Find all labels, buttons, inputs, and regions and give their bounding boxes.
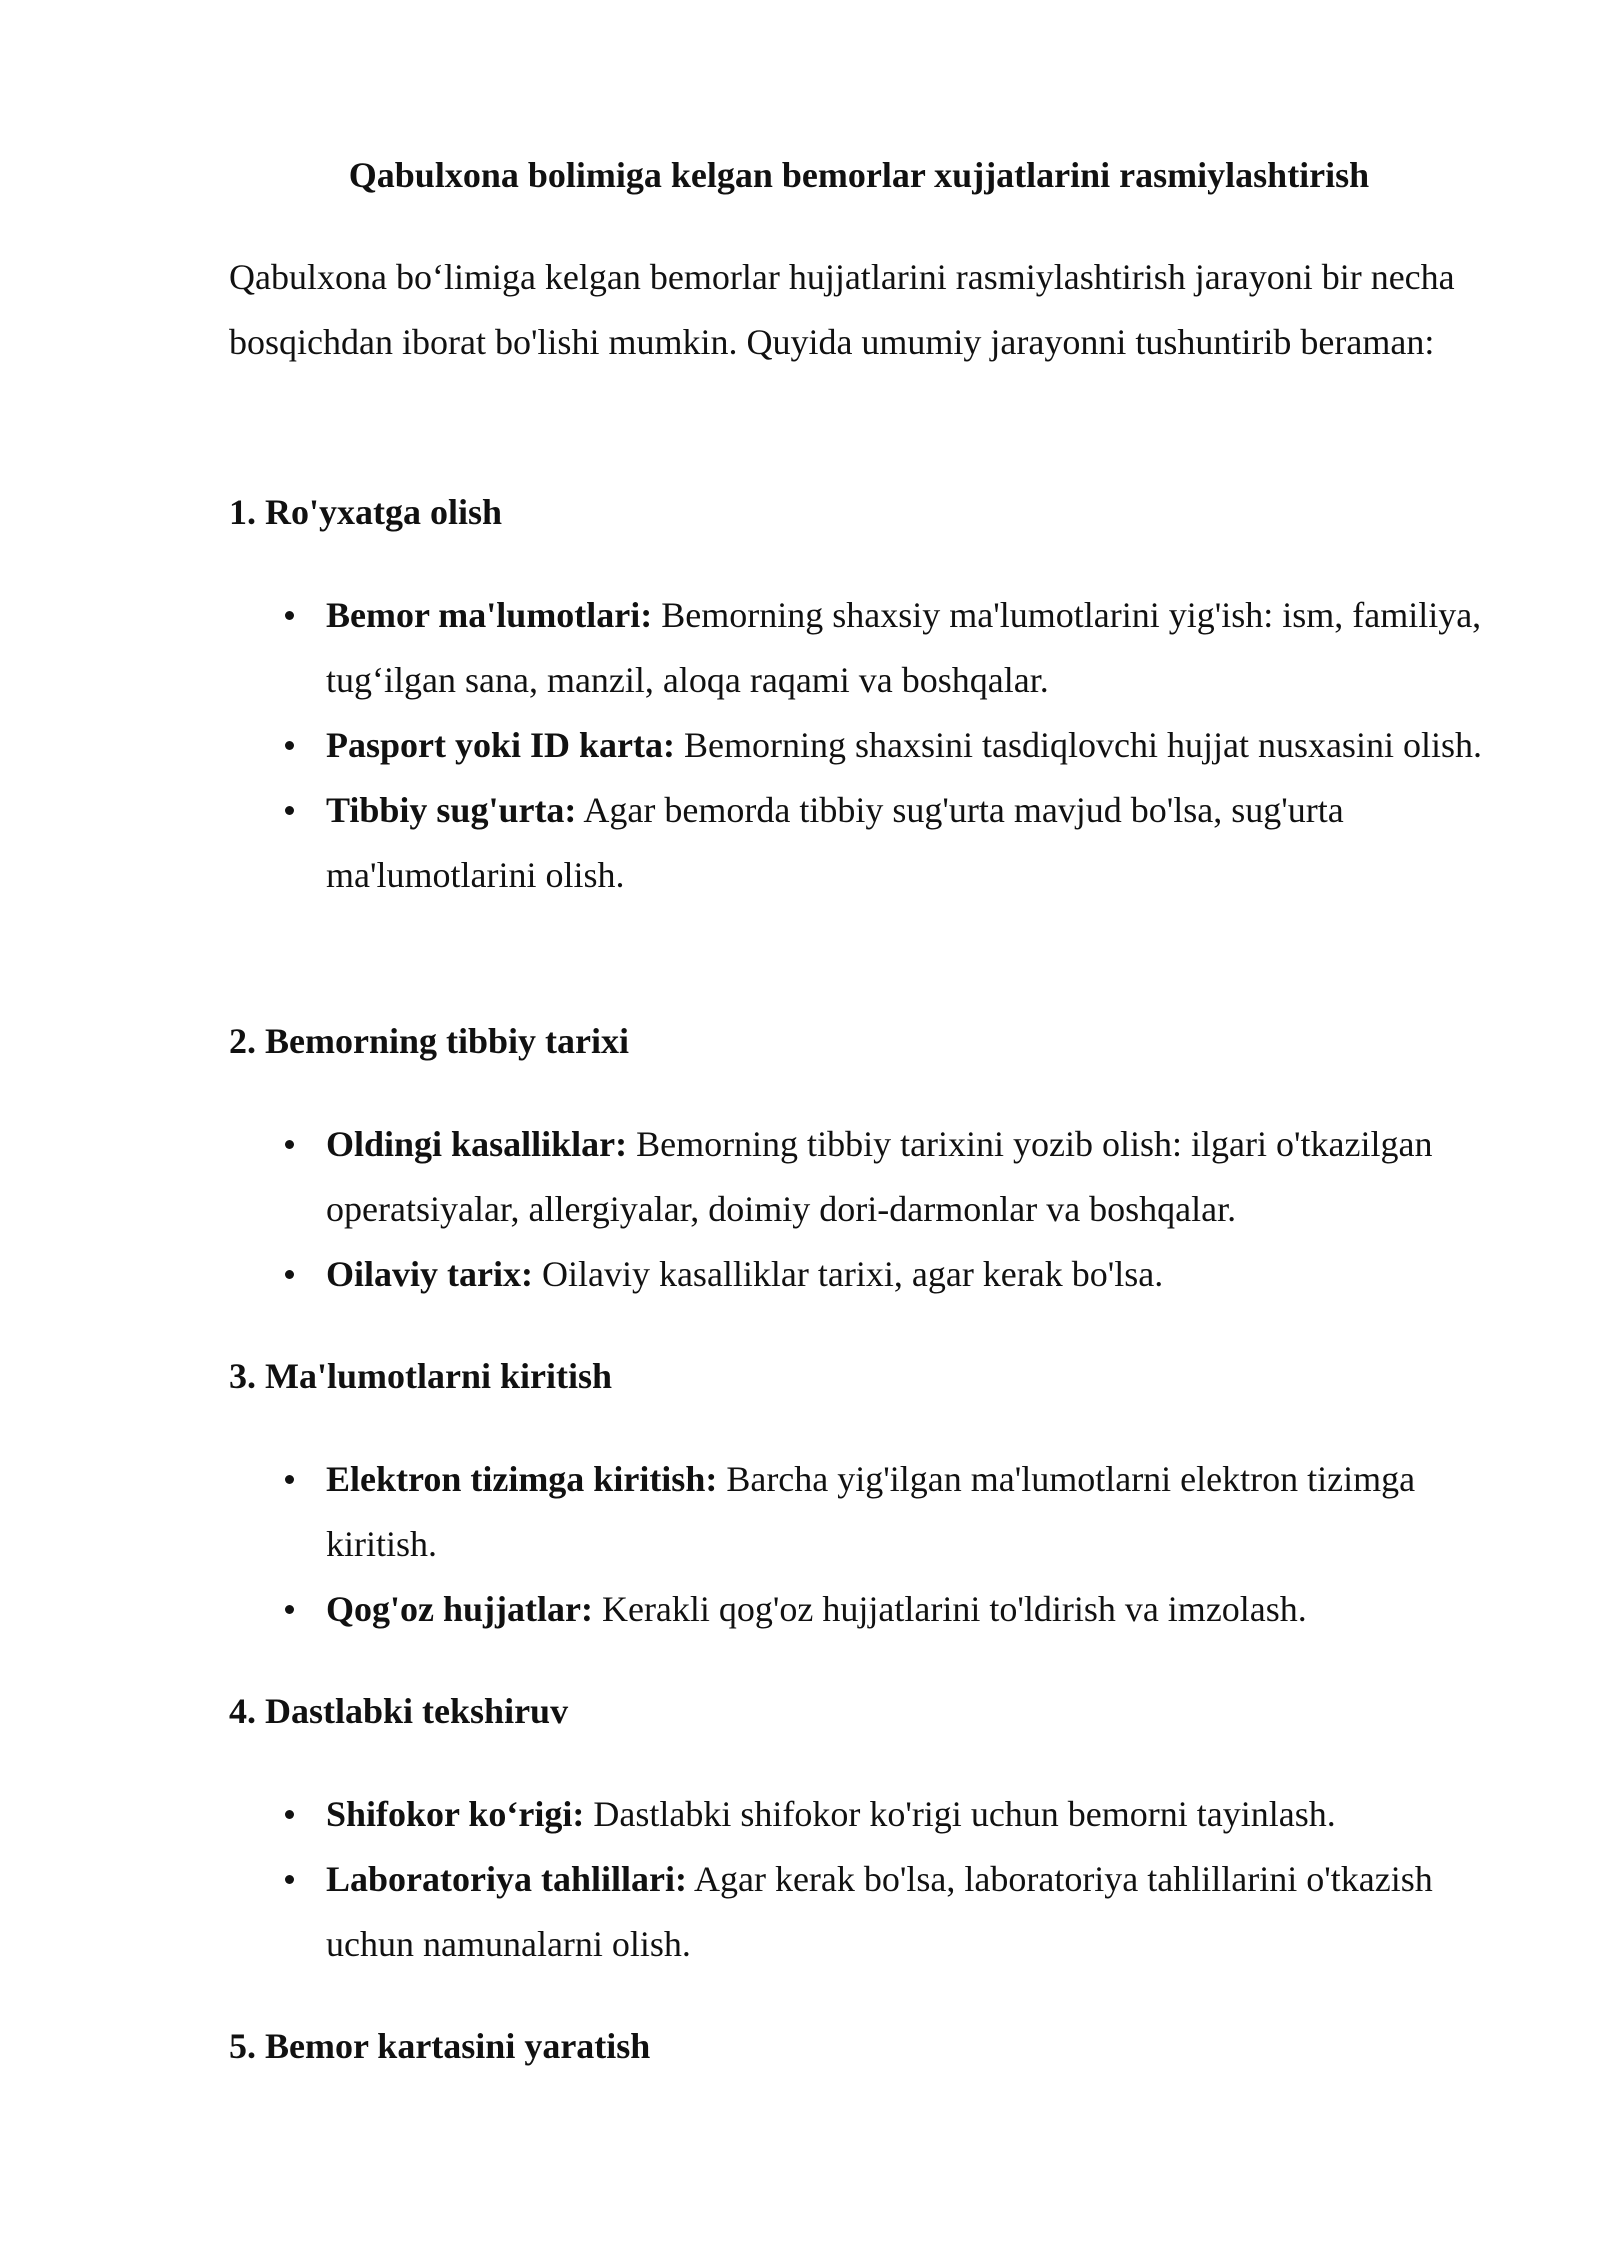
list-item [229,713,1519,778]
item-text: Bemorning shaxsiy ma'lumotlarini yig'ish: ism, familiya, tug‘ilgan sana, manzil, aloqa raqami va boshqalar. [326,595,1482,700]
list-item [229,1447,1519,1577]
intro-paragraph: Qabulxona bo‘limiga kelgan bemorlar hujjatlarini rasmiylashtirish jarayoni bir necha bosqichdan iborat bo'lishi mumkin. Quyida umumiy jarayonni tushuntirib beraman: [229,257,1455,362]
section-heading-2: 2. Bemorning tibbiy tarixi [229,1021,630,1061]
list-item [229,1847,1519,1977]
section-heading-3: 3. Ma'lumotlarni kiritish [229,1356,613,1396]
item-text: Bemorning shaxsini tasdiqlovchi hujjat nusxasini olish. [675,725,1482,765]
list-item [229,778,1519,908]
bullet-icon [285,806,294,815]
section-heading-1: 1. Ro'yxatga olish [229,492,503,532]
document-title: Qabulxona bolimiga kelgan bemorlar xujjatlarini rasmiylashtirish [348,155,1370,195]
item-label: Oilaviy tarix: [326,1254,533,1294]
item-text: Barcha yig'ilgan ma'lumotlarni elektron tizimga kiritish. [326,1459,1416,1564]
bullet-icon [285,741,294,750]
list-item [229,1577,1519,1642]
item-label: Tibbiy sug'urta: [326,790,577,830]
item-label: Oldingi kasalliklar: [326,1124,628,1164]
bullet-icon [285,1810,294,1819]
list-item [229,583,1519,713]
section-2-list [229,1112,1519,1307]
list-item [229,1782,1519,1847]
item-label: Laboratoriya tahlillari: [326,1859,687,1899]
item-text: Kerakli qog'oz hujjatlarini to'ldirish va imzolash. [592,1589,1307,1629]
list-item [229,1242,1519,1307]
bullet-icon [285,1270,294,1279]
bullet-icon [285,1875,294,1884]
bullet-icon [285,1140,294,1149]
item-label: Elektron tizimga kiritish: [326,1459,718,1499]
bullet-icon [285,1605,294,1614]
item-label: Shifokor ko‘rigi: [326,1794,585,1834]
item-text: Agar kerak bo'lsa, laboratoriya tahlillarini o'tkazish uchun namunalarni olish. [326,1859,1433,1964]
section-heading-4: 4. Dastlabki tekshiruv [229,1691,569,1731]
section-4-list [229,1782,1519,1977]
item-text: Agar bemorda tibbiy sug'urta mavjud bo'lsa, sug'urta ma'lumotlarini olish. [326,790,1344,895]
item-text: Bemorning tibbiy tarixini yozib olish: ilgari o'tkazilgan operatsiyalar, allergiyalar, doimiy dori-darmonlar va boshqalar. [326,1124,1433,1229]
section-heading-5: 5. Bemor kartasini yaratish [229,2026,651,2066]
section-1-list [229,583,1519,908]
item-text: Oilaviy kasalliklar tarixi, agar kerak bo'lsa. [532,1254,1164,1294]
item-text: Dastlabki shifokor ko'rigi uchun bemorni tayinlash. [584,1794,1336,1834]
bullet-icon [285,611,294,620]
bullet-icon [285,1475,294,1484]
item-label: Qog'oz hujjatlar: [326,1589,593,1629]
item-label: Bemor ma'lumotlari: [326,595,653,635]
item-label: Pasport yoki ID karta: [326,725,675,765]
section-3-list [229,1447,1519,1642]
list-item [229,1112,1519,1242]
